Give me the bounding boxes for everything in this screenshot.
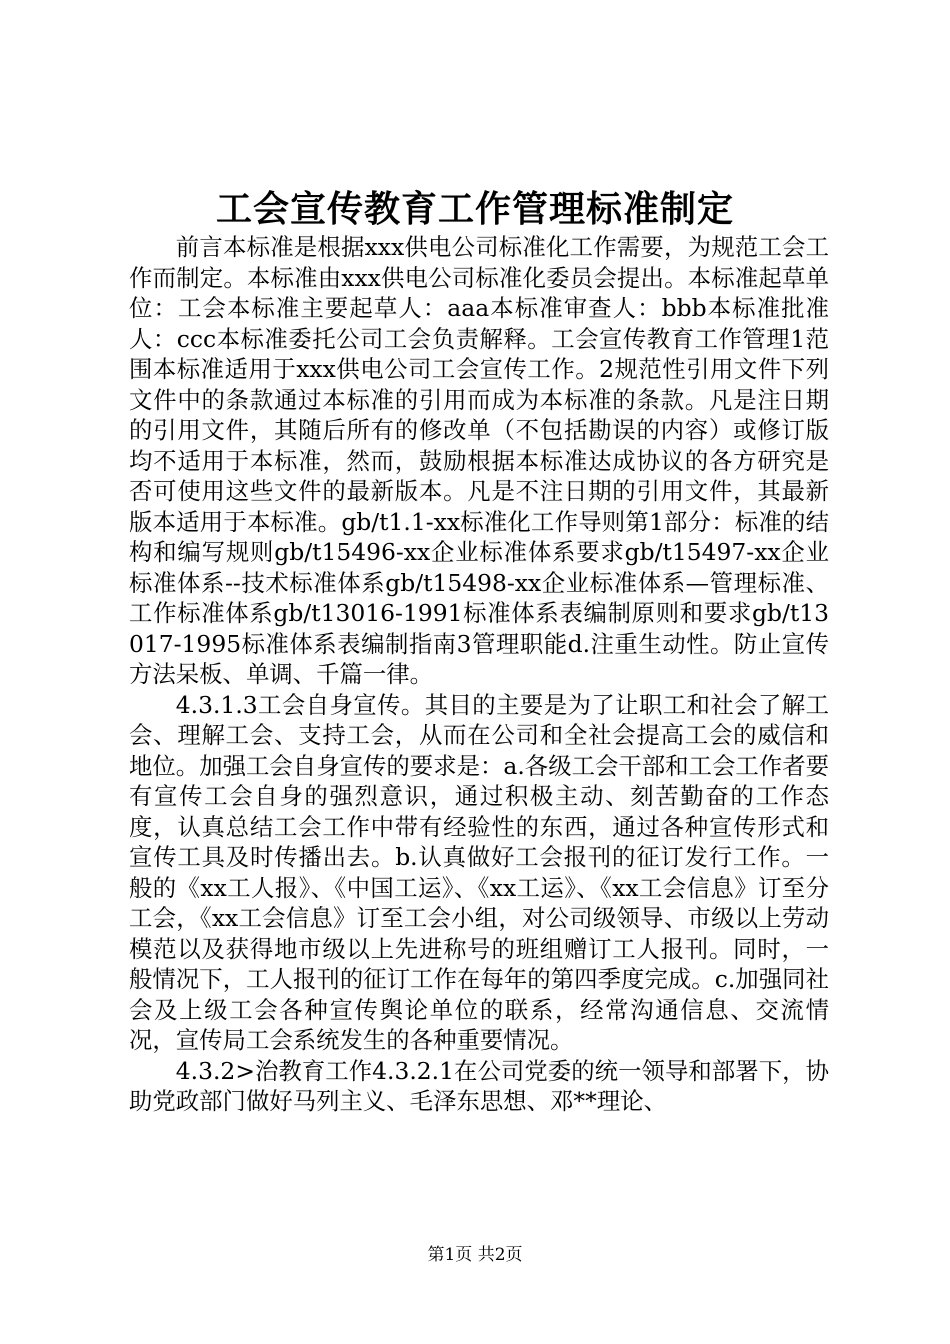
paragraph-political-education: 4.3.2>治教育工作4.3.2.1在公司党委的统一领导和部署下，协助党政部门做好马列主义、毛泽东思想、邓**理论、 (129, 1056, 829, 1115)
paragraph-preface: 前言本标准是根据xxx供电公司标准化工作需要，为规范工会工作而制定。本标准由xxx供电公司标准化委员会提出。本标准起草单位：工会本标准主要起草人：aaa本标准审查人：bbb本标准批准人：ccc本标准委托公司工会负责解释。工会宣传教育工作管理1范围本标准适用于xxx供电公司工会宣传工作。2规范性引用文件下列文件中的条款通过本标准的引用而成为本标准的条款。凡是注日期的引用文件，其随后所有的修改单（不包括勘误的内容）或修订版均不适用于本标准，然而，鼓励根据本标准达成协议的各方研究是否可使用这些文件的最新版本。凡是不注日期的引用文件，其最新版本适用于本标准。gb/t1.1-xx标准化工作导则第1部分：标准的结构和编写规则gb/t15496-xx企业标准体系要求gb/t15497-xx企业标准体系--技术标准体系gb/t15498-xx企业标准体系—管理标准、工作标准体系gb/t13016-1991标准体系表编制原则和要求gb/t13017-1995标准体系表编制指南3管理职能d.注重生动性。防止宣传方法呆板、单调、千篇一律。 (129, 233, 829, 688)
document-title: 工会宣传教育工作管理标准制定 (215, 189, 734, 230)
page-number-footer: 第1页 共2页 (427, 1245, 523, 1265)
paragraph-self-publicity: 4.3.1.3工会自身宣传。其目的主要是为了让职工和社会了解工会、理解工会、支持工会，从而在公司和全社会提高工会的威信和地位。加强工会自身宣传的要求是：a.各级工会干部和工会工作者要有宣传工会自身的强烈意识，通过积极主动、刻苦勤奋的工作态度，认真总结工会工作中带有经验性的东西，通过各种宣传形式和宣传工具及时传播出去。b.认真做好工会报刊的征订发行工作。一般的《xx工人报》、《中国工运》、《xx工运》、《xx工会信息》订至分工会，《xx工会信息》订至工会小组，对公司级领导、市级以上劳动模范以及获得地市级以上先进称号的班组赠订工人报刊。同时，一般情况下，工人报刊的征订工作在每年的第四季度完成。c.加强同社会及上级工会各种宣传舆论单位的联系，经常沟通信息、交流情况，宣传局工会系统发生的各种重要情况。 (129, 690, 829, 1054)
document-body (129, 232, 829, 1117)
